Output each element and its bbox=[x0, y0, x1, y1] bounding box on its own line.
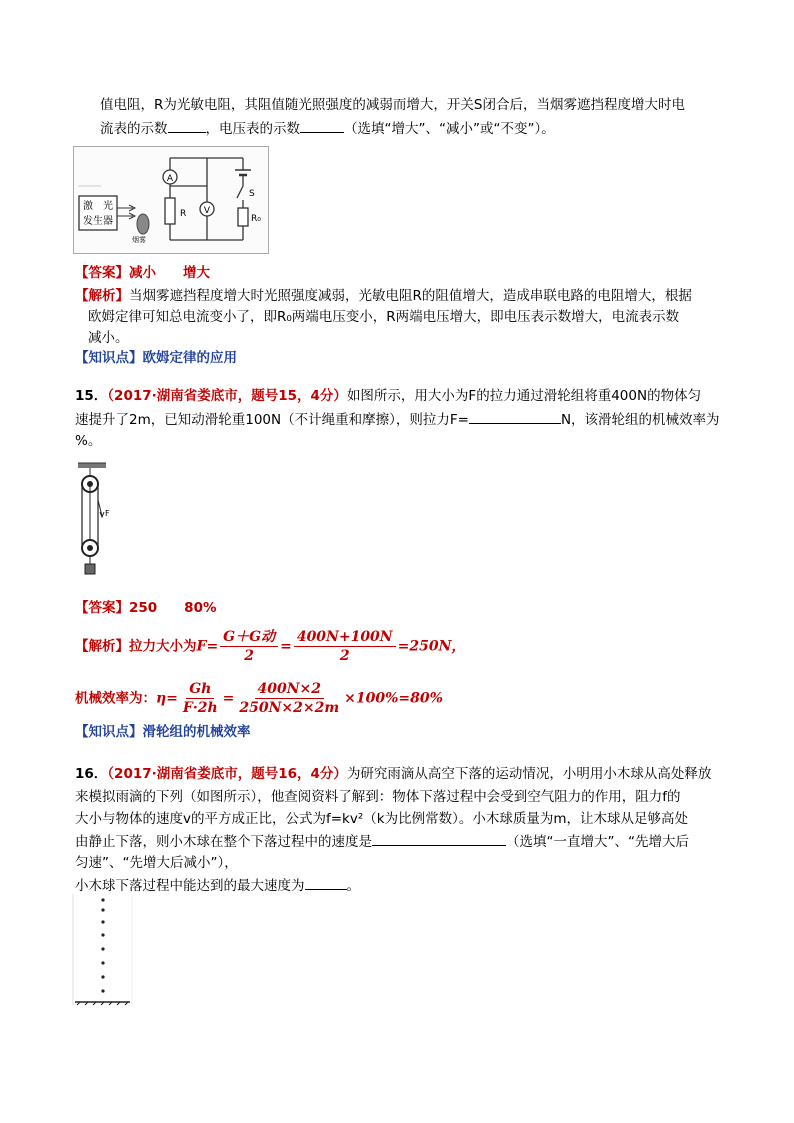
kp-tag: 【知识点】 bbox=[75, 350, 143, 366]
q15-analysis-formula1: 【解析】拉力大小为F= $\frac{\text{G＋G动}}{2}$ = $\frac{400N+100N}{2}$ =250N， bbox=[75, 629, 466, 664]
laser-label-2: 发生器 bbox=[83, 216, 113, 227]
q16-falling-ball-diagram bbox=[72, 894, 134, 1008]
efficiency-lead: 机械效率为： bbox=[75, 690, 156, 707]
photoresistor-label: R bbox=[180, 209, 187, 219]
q15-stem-line3: %。 bbox=[75, 433, 102, 449]
q16-stem-line3: 大小与物体的速度v的平方成正比，公式为f=kv²（k为比例常数）。小木球质量为m，让木球从足够高处 bbox=[75, 811, 688, 827]
ball-position bbox=[101, 898, 104, 901]
q15-number: 15． bbox=[75, 388, 108, 404]
q14-stem-line1: 值电阻，R为光敏电阻，其阻值随光照强度的减弱而增大，开关S闭合后，当烟雾遮挡程度增大时电 bbox=[100, 97, 685, 113]
frac-num: G＋G动 bbox=[220, 628, 278, 647]
smoke-icon bbox=[137, 214, 149, 234]
analysis-tag: 【解析】 bbox=[75, 288, 129, 304]
q14-analysis-line3: 减小。 bbox=[88, 330, 129, 346]
q16-stem-text: 为研究雨滴从高空下落的运动情况，小明用小木球从高处释放 bbox=[346, 766, 712, 782]
q14-knowledge-point bbox=[75, 348, 237, 368]
answer-tag: 【答案】 bbox=[75, 265, 129, 281]
q16-stem-line2: 来模拟雨滴的下列（如图所示），他查阅资料了解到：物体下落过程中会受到空气阻力的作用，阻力f的 bbox=[75, 789, 681, 805]
answer-text: 减小 增大 bbox=[129, 265, 210, 281]
q16-blank-max-speed bbox=[305, 875, 347, 890]
q16-source: （2017·湖南省娄底市，题号16，4分） bbox=[107, 766, 347, 782]
q16-stem-text-a: 由静止下落，则小木球在整个下落过程中的速度是 bbox=[75, 834, 372, 850]
q14-circuit-diagram bbox=[73, 146, 269, 254]
answer-tag: 【答案】 bbox=[75, 600, 129, 616]
force-label: F bbox=[105, 509, 110, 518]
frac-den: F·2h bbox=[182, 700, 218, 716]
eta-eq: η= bbox=[156, 690, 178, 707]
ball-position bbox=[101, 961, 104, 964]
fraction-force-numeric bbox=[294, 628, 396, 665]
q14-stem-text-b: ，电压表的示数 bbox=[205, 121, 300, 137]
laser-label-1: 激 光 bbox=[83, 201, 113, 212]
kp-text: 欧姆定律的应用 bbox=[142, 350, 237, 366]
photoresistor bbox=[165, 198, 175, 224]
analysis-text: 当烟雾遮挡程度增大时光照强度减弱，光敏电阻R的阻值增大，造成串联电路的电阻增大，根据 bbox=[129, 288, 692, 304]
frac-num: 400N+100N bbox=[294, 628, 396, 647]
q16-number: 16． bbox=[75, 766, 108, 782]
q16-stem-line4 bbox=[75, 831, 689, 852]
q16-stem-line5: 匀速”、“先增大后减小”）， bbox=[75, 855, 238, 871]
fixed-resistor bbox=[238, 208, 248, 226]
q15-stem-line2 bbox=[75, 409, 720, 430]
q16-stem-text-b: （选填“一直增大”、“先增大后 bbox=[506, 834, 689, 850]
ball-position bbox=[101, 975, 104, 978]
q14-analysis-line2: 欧姆定律可知总电流变小了，即R₀两端电压变小，R两端电压增大，即电压表示数增大，电流表示数 bbox=[88, 309, 680, 325]
q16-stem-text-a: 小木球下落过程中能达到的最大速度为 bbox=[75, 878, 305, 894]
q14-analysis-line1 bbox=[75, 286, 692, 306]
q15-stem-line1 bbox=[75, 386, 701, 406]
q14-stem-text-a: 流表的示数 bbox=[100, 121, 168, 137]
q15-pulley-diagram bbox=[78, 460, 118, 582]
fraction-efficiency-numeric bbox=[236, 680, 342, 717]
force-result: =250N， bbox=[397, 638, 466, 655]
weight-block bbox=[85, 564, 95, 574]
q15-stem-text: 如图所示，用大小为F的拉力通过滑轮组将重400N的物体匀 bbox=[346, 388, 702, 404]
analysis-tag: 【解析】 bbox=[75, 638, 129, 655]
q16-stem-line1 bbox=[75, 764, 711, 784]
ball-position bbox=[101, 908, 104, 911]
q15-stem-text-b: N，该滑轮组的机械效率为 bbox=[560, 412, 720, 428]
frac-num: Gh bbox=[186, 680, 214, 699]
ammeter-label: A bbox=[166, 174, 174, 184]
switch-label: S bbox=[249, 189, 255, 199]
fixed-resistor-label: R₀ bbox=[251, 214, 261, 224]
answer-text: 250 80% bbox=[129, 600, 217, 616]
q14-stem-text-c: （选填“增大”、“减小”或“不变”）。 bbox=[344, 121, 555, 137]
frac-num: 400N×2 bbox=[255, 680, 325, 699]
ball-position bbox=[101, 989, 104, 992]
q16-stem-text-b: 。 bbox=[346, 878, 360, 894]
kp-tag: 【知识点】 bbox=[75, 724, 143, 740]
ball-position bbox=[101, 933, 104, 936]
fraction-efficiency-symbolic bbox=[180, 680, 221, 717]
q14-stem-line2 bbox=[100, 118, 555, 139]
f-eq: F= bbox=[196, 638, 219, 655]
q15-answer bbox=[75, 598, 217, 618]
frac-den: 250N×2×2m bbox=[239, 700, 340, 716]
ball-position bbox=[101, 920, 104, 923]
q15-knowledge-point bbox=[75, 722, 251, 742]
frac-den: 2 bbox=[339, 648, 350, 664]
q14-blank-voltage bbox=[300, 118, 344, 133]
voltmeter-label: V bbox=[203, 206, 211, 216]
ball-position bbox=[101, 947, 104, 950]
ceiling-beam bbox=[78, 463, 106, 468]
q14-blank-current bbox=[168, 118, 206, 133]
smoke-label: 烟雾 bbox=[132, 236, 146, 244]
analysis-lead: 拉力大小为 bbox=[129, 638, 197, 655]
kp-text: 滑轮组的机械效率 bbox=[142, 724, 251, 740]
q15-source: （2017·湖南省娄底市，题号15，4分） bbox=[107, 388, 347, 404]
efficiency-result: ×100%=80% bbox=[344, 690, 443, 707]
frac-den: 2 bbox=[244, 648, 254, 664]
q14-answer bbox=[75, 263, 210, 283]
q16-blank-speed-trend bbox=[372, 831, 506, 846]
q15-stem-text-a: 速提升了2m，已知动滑轮重100N（不计绳重和摩擦），则拉力F= bbox=[75, 412, 469, 428]
fraction-force-symbolic bbox=[220, 628, 278, 665]
q15-blank-force bbox=[469, 409, 561, 424]
q16-stem-line6 bbox=[75, 875, 360, 896]
q15-analysis-formula2: 机械效率为：η= $\frac{Gh}{F\cdot 2h}$ = $\frac{400N\times 2}{250N\times 2\times 2m}$ ×100%=80% bbox=[75, 681, 443, 716]
